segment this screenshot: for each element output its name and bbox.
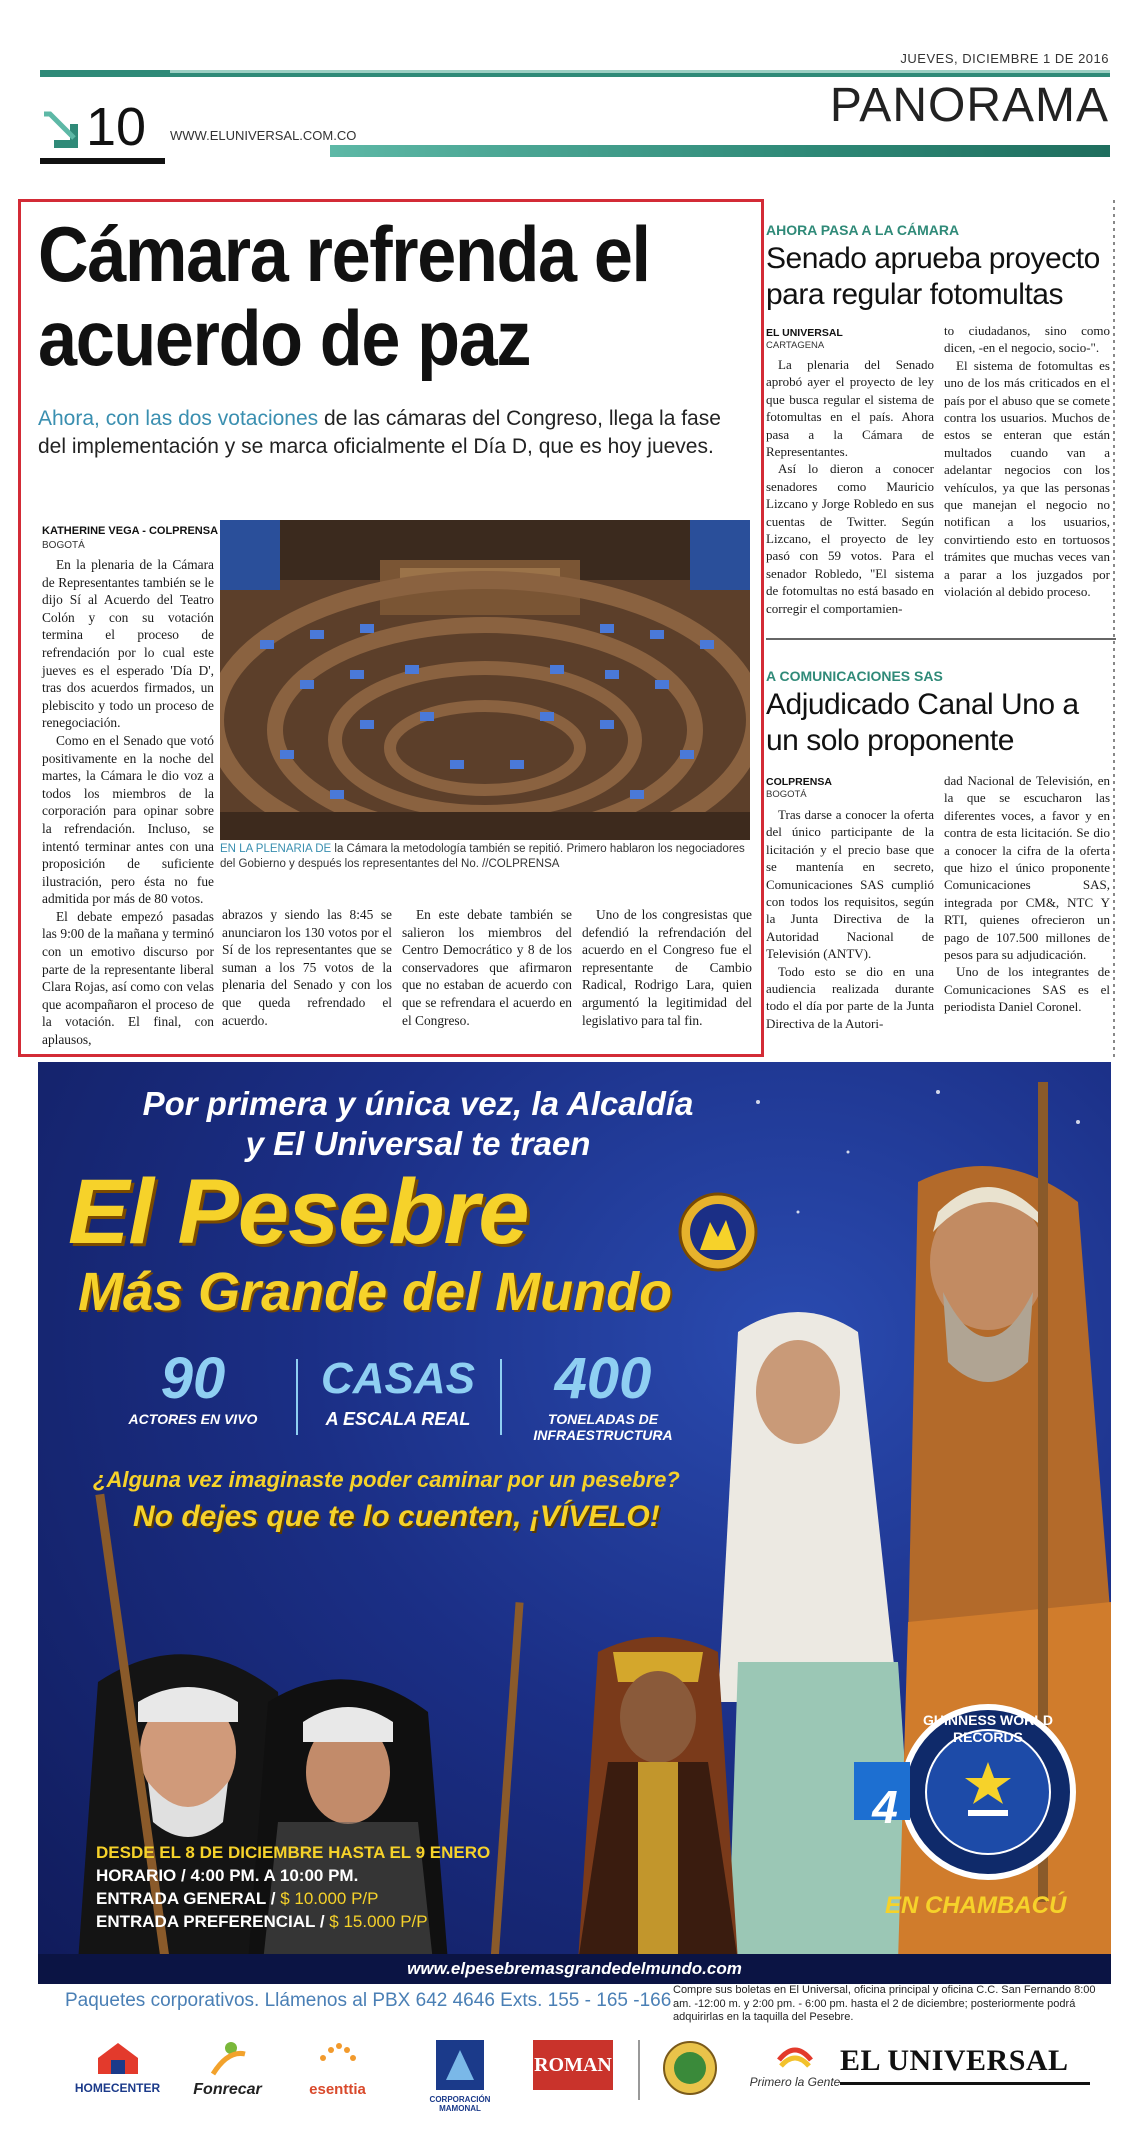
side-story-1-column-2: [944, 322, 1110, 601]
city-seal-icon: [662, 2040, 718, 2096]
main-dateline: BOGOTÁ: [42, 540, 85, 551]
ad-general-entry: ENTRADA GENERAL / $ 10.000 P/P: [96, 1889, 379, 1908]
sponsor-label: ROMAN: [533, 2040, 613, 2090]
preferential-entry-label: ENTRADA PREFERENCIAL: [96, 1912, 316, 1931]
paragraph: Todo esto se dio en una audiencia realizada durante todo el día por parte de la Junta Directiva de la Autori-: [766, 963, 934, 1031]
figure-icon: [203, 2040, 253, 2076]
sponsor-label: Primero la Gente: [749, 2075, 841, 2089]
paragraph: El debate empezó pasadas las 9:00 de la mañana y terminó con un emotivo discurso por parte de la representante liberal Clara Rojas, así como con velas que acompañaron el proceso de la votación. El final, con aplausos,: [42, 908, 214, 1048]
stat-label: TONELADAS DE INFRAESTRUCTURA: [533, 1411, 673, 1443]
paragraph: La plenaria del Senado aprobó ayer el proyecto de ley que busca regular el sistema de fotomultas en el país. Ahora pasa a la Cámara de Representantes.: [766, 357, 934, 460]
el-universal-logo: EL UNIVERSAL: [840, 2044, 1069, 2077]
sponsor-separator: [638, 2040, 640, 2100]
paragraph: Uno de los congresistas que defendió la refrendación del acuerdo en el Congreso fue el representante de Cambio Radical, Rodrigo Lara, quien argumentó la legitimidad del legislativo para tal fin.: [582, 907, 752, 1028]
stat-label: A ESCALA REAL: [325, 1409, 471, 1429]
stat-separator: [500, 1359, 502, 1435]
photo-illustration: [220, 520, 750, 840]
main-column-4: [582, 906, 752, 1029]
el-universal-logo-bar: [840, 2082, 1090, 2085]
stat-tons: [508, 1347, 698, 1443]
ad-call-to-action: No dejes que te lo cuenten, ¡VÍVELO!: [133, 1500, 660, 1533]
corporate-packages: Paquetes corporativos. Llámenos al PBX 642 4646 Exts. 155 - 165 -166: [65, 1990, 672, 2011]
side-story-1-headline: Senado aprueba proyecto para regular fotomultas: [766, 242, 1100, 311]
sponsor-label: Fonrecar: [193, 2081, 262, 2098]
sponsor-mamonal: [410, 2040, 510, 2113]
side-story-2-kicker: A COMUNICACIONES SAS: [766, 668, 943, 684]
main-byline: KATHERINE VEGA - COLPRENSA: [42, 525, 219, 537]
side-story-2-byline: COLPRENSA: [766, 776, 832, 788]
sponsor-label: HOMECENTER: [74, 2081, 161, 2095]
caption-text: la Cámara la metodología también se repitió. Primero hablaron los negociadores del Gobierno y después los representantes del No. //COLPRENSA: [220, 843, 745, 870]
side-stories-divider: [766, 638, 1116, 640]
masthead-color-band: [330, 145, 1110, 157]
ad-stats: [98, 1347, 698, 1457]
congress-plenary-photo: [220, 520, 750, 840]
sponsor-label: CORPORACIÓN MAMONAL: [429, 2095, 491, 2113]
sponsor-seal: [655, 2040, 725, 2101]
side-story-2-dateline: BOGOTÁ: [766, 789, 807, 800]
dots-icon: [313, 2040, 363, 2076]
side-story-1-dateline: CARTAGENA: [766, 340, 825, 351]
sponsor-primero-la-gente: [740, 2040, 850, 2089]
ad-schedule: HORARIO / 4:00 PM. A 10:00 PM.: [96, 1866, 359, 1885]
main-column-2: [222, 906, 392, 1029]
arrow-icon: [40, 110, 84, 154]
side-story-2-column-1: [766, 806, 934, 1032]
paragraph: Uno de los integrantes de Comunicaciones SAS es el periodista Daniel Coronel.: [944, 964, 1110, 1015]
sponsor-roman: [528, 2040, 618, 2090]
general-entry-price: $ 10.000 P/P: [280, 1889, 379, 1908]
general-entry-label: ENTRADA GENERAL: [96, 1889, 267, 1908]
paragraph: En este debate también se salieron los miembros del Centro Democrático y 8 de los conservadores que afirmaron que no estaban de acuerdo con que se refrendara el acuerdo en el Congreso.: [402, 907, 572, 1028]
paragraph: Así lo dieron a conocer senadores como Mauricio Lizcano y Jorge Robledo en sus cuentas de Twitter. Según Lizcano, el proyecto de ley pasó con 59 votos. Para el senador Robledo, "El sistema de fotomultas no está basado en corregir el comportamien-: [766, 461, 934, 616]
stat-number: CASAS: [320, 1354, 476, 1403]
paragraph: En la plenaria de la Cámara de Representantes también se le dijo Sí al Acuerdo del Teatro Colón y con su votación termina el proceso de refrendación por lo cual este jueves es el esperado 'Día D', tras dos acuerdos firmados, un plebiscito y todo un proceso de renegociación.: [42, 557, 214, 731]
sponsor-label: esenttia: [309, 2081, 366, 2098]
page-number-underline: [40, 158, 165, 164]
ad-dates: DESDE EL 8 DE DICIEMBRE HASTA EL 9 ENERO: [96, 1843, 491, 1862]
main-deck: [38, 405, 748, 461]
sponsor-fonrecar: [180, 2040, 275, 2099]
ad-subtitle: Por primera y única vez, la Alcaldía y El Universal te traen: [142, 1085, 694, 1162]
ad-title-second-line: Más Grande del Mundo: [78, 1262, 673, 1322]
paragraph: dad Nacional de Televisión, en la que se escucharon las diferentes voces, a favor y en contra de esta licitación. Se dio a conocer la cifra de la oferta que hizo el único proponente Comunicaciones SAS, integrada por CM&, NTC Y RTI, quienes ofrecieron un pago de 107.500 millones de pesos para su adjudicación.: [944, 773, 1110, 963]
section-title: PANORAMA: [829, 79, 1109, 132]
deck-lead: Ahora, con las dos votaciones: [38, 407, 319, 430]
mamonal-logo-icon: [432, 2040, 488, 2090]
issue-date: JUEVES, DICIEMBRE 1 DE 2016: [900, 51, 1109, 66]
ad-preferential-entry: ENTRADA PREFERENCIAL / $ 15.000 P/P: [96, 1912, 428, 1931]
caption-lead: EN LA PLENARIA DE: [220, 843, 332, 855]
right-margin-rule: [1113, 200, 1115, 1060]
ad-question: ¿Alguna vez imaginaste poder caminar por un pesebre?: [93, 1467, 680, 1492]
photo-caption: [220, 842, 750, 872]
guinness-logo-text: GUINNESS WORLD RECORDS: [923, 1712, 1053, 1745]
stat-actors: [98, 1347, 288, 1427]
pesebre-advertisement[interactable]: [38, 1062, 1111, 1984]
stat-number: 400: [554, 1346, 652, 1411]
paragraph: abrazos y siendo las 8:45 se anunciaron los 130 votos por el Sí de los representantes que se suman a los 75 votos de la plenaria del Senado y con los que queda refrendado el acuerdo.: [222, 907, 392, 1028]
preferential-entry-price: $ 15.000 P/P: [329, 1912, 428, 1931]
paragraph: Tras darse a conocer la oferta del único participante de la licitación y el precio base que se mantenía en secreto, Comunicaciones SAS cumplió con todos los requisitos, según la Junta Directiva de la Autoridad Nacional de Televisión (ANTV).: [766, 807, 934, 962]
stat-label: ACTORES EN VIVO: [128, 1411, 258, 1427]
guinness-count: 4: [872, 1781, 898, 1833]
ad-venue: EN CHAMBACÚ: [885, 1892, 1067, 1919]
sponsor-homecenter: [70, 2040, 165, 2095]
side-story-2-column-2: [944, 772, 1110, 1016]
primero-la-gente-icon: [775, 2040, 815, 2070]
side-story-1-kicker: AHORA PASA A LA CÁMARA: [766, 222, 960, 238]
masthead-url[interactable]: WWW.ELUNIVERSAL.COM.CO: [170, 128, 357, 143]
page-number: 10: [86, 97, 147, 157]
main-headline: Cámara refrenda el acuerdo de paz: [38, 210, 650, 382]
paragraph: Como en el Senado que votó positivamente en la noche del martes, la Cámara le dio voz a todos los miembros de la corporación para opinar sobre la refrendación. Incluso, se intentó terminar antes con una proposición de suficiente ilustración, pero ésta no fue admitida por más de 80 votos.: [42, 732, 214, 907]
stat-houses: [303, 1347, 493, 1427]
deck-text: de las cámaras del Congreso, llega la fase del implementación y se marca oficialmente el Día D, que es hoy jueves.: [38, 407, 721, 458]
house-icon: [93, 2040, 143, 2076]
ad-website[interactable]: www.elpesebremasgrandedelmundo.com: [38, 1954, 1111, 1984]
ad-title: El Pesebre: [68, 1161, 529, 1263]
side-story-1-column-1: [766, 356, 934, 617]
sponsor-esenttia: [290, 2040, 385, 2098]
masthead-top-bar-light: [170, 70, 1110, 73]
main-column-1: [42, 556, 214, 1049]
tickets-info: Compre sus boletas en El Universal, oficina principal y oficina C.C. San Fernando 8:00 am. -12:00 m. y 2:00 pm. - 6:00 pm. hasta el 2 de diciembre; posteriormente podrá adquirirlas en la taquilla del Pesebre.: [673, 1984, 1096, 2023]
stat-separator: [296, 1359, 298, 1435]
main-column-3: [402, 906, 572, 1029]
paragraph: El sistema de fotomultas es uno de los más criticados en el país por el abuso que se comete contra los usuarios. Muchos de estos se enteran que están multados cuando van a adelantar negocios con los vehículos, ya que las personas que manejan el negocio no notifican a los usuarios, convirtiendo esto en tortuosos trámites que muchas veces van a parar a los juzgados por violación al debido proceso.: [944, 357, 1110, 600]
paragraph: to ciudadanos, sino como dicen, -en el negocio, socio-".: [944, 323, 1110, 356]
side-story-2-headline: Adjudicado Canal Uno a un solo proponente: [766, 688, 1079, 757]
side-story-1-byline: EL UNIVERSAL: [766, 327, 843, 339]
stat-number: 90: [160, 1346, 226, 1411]
